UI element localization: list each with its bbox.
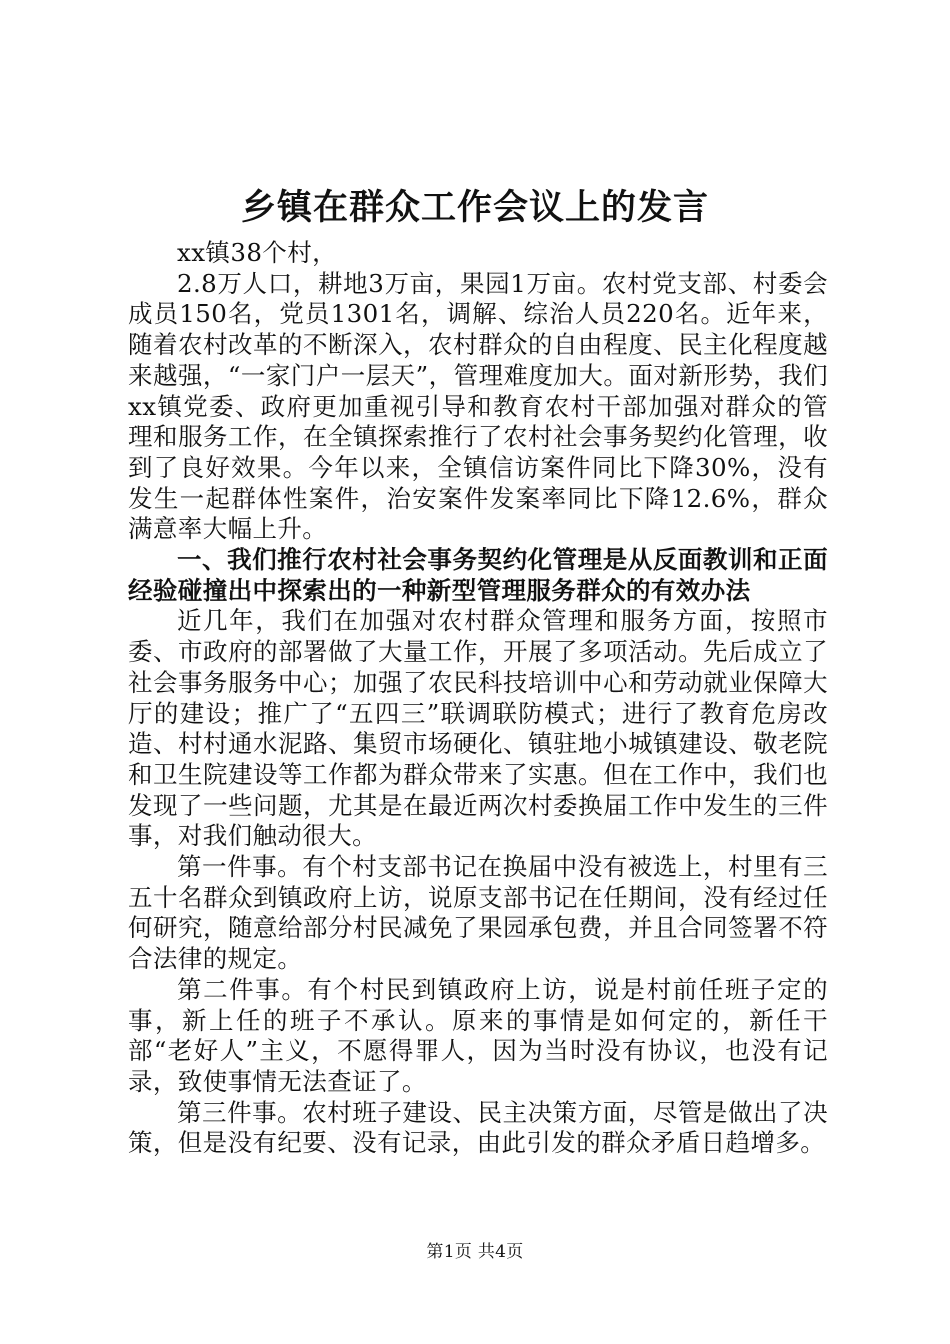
page-footer: 第1页 共4页: [426, 1242, 524, 1262]
section-heading: 一、我们推行农村社会事务契约化管理是从反面教训和正面经验碰撞出中探索出的一种新型管理服务群众的有效办法: [128, 545, 828, 605]
page-title: 乡镇在群众工作会议上的发言: [240, 188, 709, 228]
overview-paragraph: 2.8万人口，耕地3万亩，果园1万亩。农村党支部、村委会成员150名，党员1301名，调解、综治人员220名。近年来，随着农村改革的不断深入，农村群众的自由程度、民主化程度越来越强，“一家门户一层天”，管理难度加大。面对新形势，我们xx镇党委、政府更加重视引导和教育农村干部加强对群众的管理和服务工作，在全镇探索推行了农村社会事务契约化管理，收到了良好效果。今年以来，全镇信访案件同比下降30%，没有发生一起群体性案件，治安案件发案率同比下降12.6%，群众满意率大幅上升。: [128, 268, 828, 544]
document-body: [128, 238, 828, 1159]
first-case-paragraph: 第一件事。有个村支部书记在换届中没有被选上，村里有三五十名群众到镇政府上访，说原支部书记在任期间，没有经过任何研究，随意给部分村民减免了果园承包费，并且合同签署不符合法律的规定。: [128, 852, 828, 974]
third-case-paragraph: 第三件事。农村班子建设、民主决策方面，尽管是做出了决策，但是没有纪要、没有记录，由此引发的群众矛盾日趋增多。: [128, 1097, 828, 1158]
second-case-paragraph: 第二件事。有个村民到镇政府上访，说是村前任班子定的事，新上任的班子不承认。原来的事情是如何定的，新任干部“老好人”主义，不愿得罪人，因为当时没有协议，也没有记录，致使事情无法查证了。: [128, 974, 828, 1096]
background-paragraph: 近几年，我们在加强对农村群众管理和服务方面，按照市委、市政府的部署做了大量工作，开展了多项活动。先后成立了社会事务服务中心；加强了农民科技培训中心和劳动就业保障大厅的建设；推广了“五四三”联调联防模式；进行了教育危房改造、村村通水泥路、集贸市场硬化、镇驻地小城镇建设、敬老院和卫生院建设等工作都为群众带来了实惠。但在工作中，我们也发现了一些问题，尤其是在最近两次村委换届工作中发生的三件事，对我们触动很大。: [128, 606, 828, 851]
intro-paragraph: xx镇38个村，: [177, 238, 338, 267]
